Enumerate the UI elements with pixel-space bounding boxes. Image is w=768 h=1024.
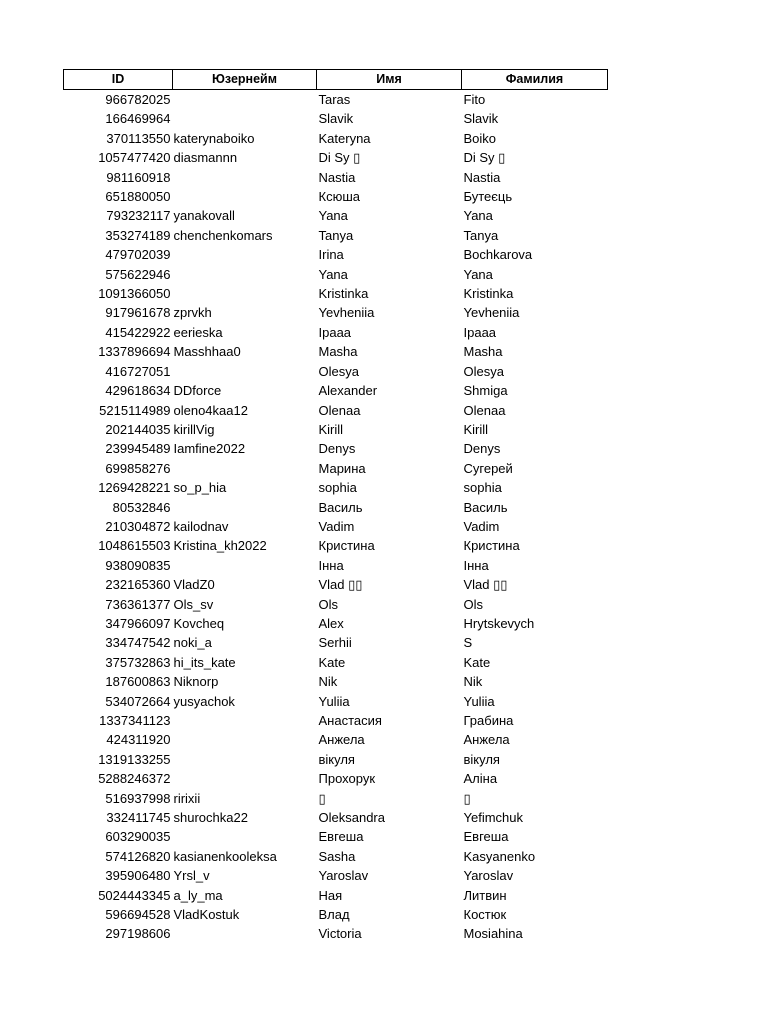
cell-id: 210304872 [105,518,171,534]
cell-first-name: Oleksandra [318,810,385,826]
cell-first-name: Di Sy ▯ [318,150,361,166]
cell-first-name: Yana [318,266,348,282]
cell-username [173,459,317,478]
table-row [64,284,608,303]
cell-id: 1319133255 [98,751,171,767]
cell-username: VladKostuk [173,907,240,923]
table-row [64,886,608,905]
cell-first-name: вікуля [318,751,355,767]
table-row [64,924,608,943]
cell-username: kailodnav [173,518,229,534]
table-row [64,226,608,245]
cell-id: 239945489 [105,441,171,457]
cell-username: diasmannn [173,150,238,166]
cell-first-name: Yevheniia [318,305,375,321]
table-row [64,420,608,439]
cell-first-name: Прохорук [318,771,376,787]
cell-first-name: Kristinka [318,286,369,302]
table-row [64,711,608,730]
cell-id: 736361377 [105,596,171,612]
table-row [64,905,608,924]
cell-username: zprvkh [173,305,212,321]
cell-id: 575622946 [105,266,171,282]
cell-first-name: Ірааа [318,324,352,340]
cell-username [173,265,317,284]
cell-last-name: Nastia [463,169,501,185]
cell-first-name: Yana [318,208,348,224]
cell-last-name: Masha [463,344,503,360]
cell-first-name: Yaroslav [318,868,369,884]
cell-id: 332411745 [106,810,171,826]
header-first-name: Имя [317,70,462,90]
table-row [64,148,608,167]
table-row [64,362,608,381]
table-row [64,692,608,711]
cell-first-name: ▯ [318,790,326,806]
cell-id: 534072664 [105,693,171,709]
cell-last-name: Ols [463,596,483,612]
cell-last-name: Костюк [463,907,507,923]
cell-last-name: Olesya [463,363,504,379]
cell-id: 1269428221 [98,480,171,496]
cell-last-name: Бутеєць [463,189,513,205]
cell-last-name: Ірааа [463,324,497,340]
cell-last-name: Kristinka [463,286,514,302]
table-row [64,517,608,536]
cell-last-name: Інна [463,557,489,573]
cell-id: 166469964 [105,111,171,127]
cell-id: 202144035 [105,421,171,437]
cell-username [173,750,317,769]
cell-id: 793232117 [106,208,171,224]
cell-last-name: Кристина [463,538,520,554]
cell-first-name: Влад [318,907,350,923]
cell-last-name: Kirill [463,421,489,437]
cell-username: ririxii [173,790,201,806]
table-row [64,866,608,885]
cell-username [173,924,317,943]
cell-last-name: sophia [463,480,502,496]
cell-first-name: Інна [318,557,344,573]
table-row [64,109,608,128]
cell-id: 80532846 [112,499,171,515]
table-row [64,575,608,594]
cell-username [173,711,317,730]
cell-id: 1091366050 [98,286,171,302]
cell-first-name: Марина [318,460,366,476]
cell-id: 1337341123 [99,713,171,728]
cell-id: 966782025 [105,92,171,107]
table-row [64,769,608,788]
cell-username [173,284,317,303]
cell-first-name: Masha [318,344,358,360]
header-row [64,70,608,90]
cell-first-name: Tanya [318,227,354,243]
cell-id: 297198606 [105,926,171,942]
cell-last-name: Yana [463,266,493,282]
table-row [64,556,608,575]
cell-first-name: Евгеша [318,829,364,845]
cell-username: chenchenkomars [173,227,273,243]
cell-username [173,730,317,749]
cell-first-name: Nastia [318,169,356,185]
cell-last-name: Hrytskevych [463,615,535,631]
cell-id: 5215114989 [99,402,171,418]
cell-last-name: Yevheniia [463,305,520,321]
table-row [64,478,608,497]
cell-last-name: Yuliia [463,693,495,709]
cell-first-name: Slavik [318,111,354,127]
cell-first-name: Василь [318,499,363,515]
table-row [64,401,608,420]
table-row [64,633,608,652]
table-row [64,265,608,284]
cell-username: Yrsl_v [173,868,210,884]
header-id: ID [64,70,173,90]
cell-first-name: Кристина [318,538,375,554]
cell-username [173,90,317,110]
cell-first-name: Анжела [318,732,365,748]
cell-last-name: Грабина [463,713,514,728]
cell-id: 479702039 [105,247,171,263]
table-row [64,90,608,110]
cell-first-name: Alexander [318,383,378,399]
cell-id: 370113550 [106,130,171,146]
cell-id: 574126820 [105,848,171,864]
cell-username: yusyachok [173,693,235,709]
cell-id: 334747542 [105,635,171,651]
table-row [64,129,608,148]
cell-first-name: Vadim [318,518,355,534]
cell-first-name: Ols [318,596,338,612]
cell-last-name: Сугерей [463,460,513,476]
cell-id: 353274189 [105,227,171,243]
cell-last-name: Olenaa [463,402,506,418]
cell-last-name: Kasyanenko [463,848,536,864]
cell-first-name: Irina [318,247,344,263]
cell-username: DDforce [173,383,222,399]
table-row [64,381,608,400]
table-row [64,614,608,633]
table-row [64,789,608,808]
cell-id: 375732863 [105,654,171,670]
cell-username [173,498,317,517]
cell-username [173,556,317,575]
cell-last-name: ▯ [463,790,471,806]
cell-last-name: Евгеша [463,829,509,845]
cell-username: Ols_sv [173,596,214,612]
cell-id: 5288246372 [98,771,171,787]
cell-last-name: Yaroslav [463,868,514,884]
cell-first-name: Yuliia [318,693,350,709]
cell-id: 347966097 [105,615,171,631]
cell-id: 917961678 [105,305,171,321]
table-row [64,245,608,264]
cell-username: kasianenkooleksa [173,848,277,864]
cell-id: 651880050 [105,189,171,205]
cell-last-name: Denys [463,441,501,457]
cell-username: Kristina_kh2022 [173,538,267,554]
cell-id: 596694528 [105,907,171,923]
cell-id: 603290035 [105,829,171,845]
table-row [64,439,608,458]
cell-last-name: Bochkarova [463,247,533,263]
cell-username: yanakovall [173,208,235,224]
cell-first-name: Ная [318,887,343,903]
cell-id: 415422922 [105,324,171,340]
cell-username: so_p_hia [173,480,227,496]
cell-first-name: Kateryna [318,130,371,146]
cell-id: 699858276 [105,460,171,476]
table-row [64,303,608,322]
cell-username: eerieska [173,324,223,340]
cell-username: a_ly_ma [173,887,223,903]
spreadsheet [63,69,607,944]
cell-last-name: Аліна [463,771,498,787]
table-row [64,536,608,555]
table-row [64,730,608,749]
cell-id: 516937998 [105,790,171,806]
cell-last-name: Slavik [463,111,499,127]
cell-first-name: Ксюша [318,189,360,205]
cell-id: 1337896694 [98,344,171,360]
cell-username: hi_its_kate [173,654,236,670]
table-row [64,459,608,478]
cell-last-name: Nik [463,674,483,690]
cell-username [173,362,317,381]
cell-first-name: Victoria [318,926,362,942]
table-body [64,90,608,944]
table-row [64,595,608,614]
cell-id: 416727051 [105,363,171,379]
header-username: Юзернейм [173,70,317,90]
cell-id: 232165360 [105,577,171,593]
cell-last-name: Василь [463,499,508,515]
cell-id: 1057477420 [98,150,171,166]
cell-username [173,245,317,264]
cell-first-name: Kate [318,654,346,670]
cell-last-name: вікуля [463,751,500,767]
cell-last-name: Литвин [463,887,507,903]
cell-id: 429618634 [105,383,171,399]
cell-first-name: Sasha [318,848,356,864]
cell-last-name: Fito [463,92,486,107]
cell-first-name: Alex [318,615,344,631]
cell-username [173,769,317,788]
cell-username [173,168,317,187]
cell-first-name: Taras [318,92,351,107]
table-row [64,847,608,866]
cell-id: 424311920 [106,732,171,748]
table-row [64,808,608,827]
users-table [63,69,608,944]
cell-username [173,187,317,206]
cell-id: 5024443345 [98,887,171,903]
cell-last-name: Di Sy ▯ [463,150,506,166]
cell-last-name: Vadim [463,518,500,534]
cell-username: Iamfine2022 [173,441,246,457]
table-row [64,672,608,691]
cell-username [173,109,317,128]
cell-username: Kovcheq [173,615,225,631]
cell-id: 1048615503 [98,538,171,554]
header-last-name: Фамилия [462,70,608,90]
table-row [64,653,608,672]
cell-username: noki_a [173,635,212,651]
cell-username [173,827,317,846]
cell-last-name: Kate [463,654,491,670]
cell-username: Niknorp [173,674,219,690]
table-row [64,827,608,846]
cell-first-name: Анастасия [318,713,382,728]
cell-username: shurochka22 [173,810,248,826]
cell-id: 938090835 [105,557,171,573]
cell-last-name: Vlad ▯▯ [463,577,508,593]
cell-first-name: Vlad ▯▯ [318,577,363,593]
cell-first-name: Kirill [318,421,344,437]
cell-last-name: Анжела [463,732,510,748]
table-row [64,323,608,342]
table-row [64,168,608,187]
cell-username: katerynaboiko [173,130,255,146]
cell-last-name: Mosiahina [463,926,523,942]
cell-first-name: Nik [318,674,338,690]
cell-last-name: Yefimchuk [463,810,523,826]
table-row [64,498,608,517]
cell-first-name: sophia [318,480,357,496]
cell-id: 395906480 [105,868,171,884]
cell-first-name: Denys [318,441,356,457]
cell-id: 981160918 [106,169,171,185]
cell-first-name: Olenaa [318,402,361,418]
cell-id: 187600863 [105,674,171,690]
cell-first-name: Serhii [318,635,352,651]
table-row [64,206,608,225]
cell-username: Masshhaa0 [173,344,241,360]
cell-last-name: Tanya [463,227,499,243]
cell-username: oleno4kaa12 [173,402,248,418]
cell-last-name: Boiko [463,130,497,146]
cell-last-name: S [463,635,473,651]
cell-first-name: Olesya [318,363,359,379]
cell-last-name: Shmiga [463,383,508,399]
table-row [64,342,608,361]
cell-username: kirillVig [173,421,215,437]
cell-username: VladZ0 [173,577,215,593]
table-row [64,750,608,769]
cell-last-name: Yana [463,208,493,224]
table-row [64,187,608,206]
